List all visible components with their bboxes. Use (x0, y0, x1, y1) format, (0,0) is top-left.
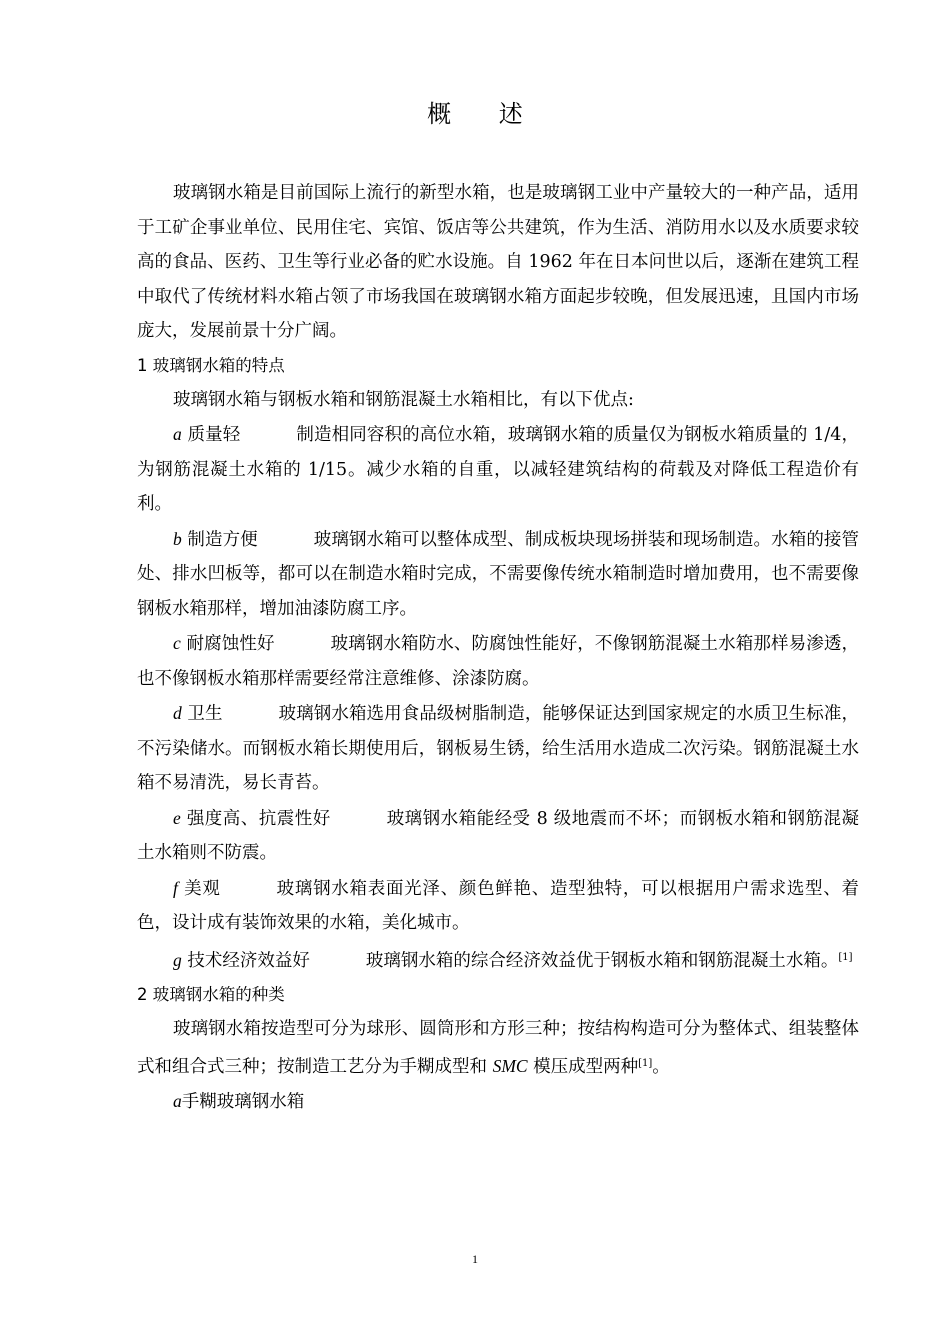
advantage-item (137, 417, 859, 522)
item-letter: f (173, 877, 178, 898)
intro-paragraph: 玻璃钢水箱是目前国际上流行的新型水箱，也是玻璃钢工业中产量较大的一种产品，适用于工矿企事业单位、民用住宅、宾馆、饭店等公共建筑，作为生活、消防用水以及水质要求较高的食品、医药、卫生等行业必备的贮水设施。自 1962 年在日本问世以后，逐渐在建筑工程中取代了传统材料水箱占领了市场我国在玻璃钢水箱方面起步较晚，但发展迅速，且国内市场庞大，发展前景十分广阔。 (137, 183, 859, 341)
citation-ref: [1] (838, 951, 853, 963)
page-number: 1 (472, 1252, 478, 1266)
subsection-letter: a (173, 1091, 182, 1111)
advantage-item (137, 941, 859, 979)
advantages-list (137, 417, 859, 978)
page-title: 概 述 (427, 100, 543, 128)
item-key: 卫生 (187, 704, 223, 724)
section-2-heading: 2 玻璃钢水箱的种类 (137, 985, 285, 1004)
item-letter: c (173, 633, 181, 653)
smc-term: SMC (492, 1055, 528, 1076)
item-text: 玻璃钢水箱的综合经济效益优于钢板水箱和钢筋混凝土水箱。 (365, 950, 839, 971)
item-text: 玻璃钢水箱选用食品级树脂制造，能够保证达到国家规定的水质卫生标准，不污染储水。而钢板水箱长期使用后，钢板易生锈，给生活用水造成二次污染。钢筋混凝土水箱不易清洗，易长青苔。 (137, 704, 859, 793)
item-letter: e (173, 807, 181, 828)
advantage-item (137, 522, 859, 627)
section-1-lead: 玻璃钢水箱与钢板水箱和钢筋混凝土水箱相比，有以下优点: (173, 389, 634, 410)
item-text: 玻璃钢水箱表面光泽、颜色鲜艳、造型独特，可以根据用户需求选型、着色，设计成有装饰效果的水箱，美化城市。 (137, 878, 860, 933)
advantage-item (137, 696, 859, 801)
item-text: 玻璃钢水箱可以整体成型、制成板块现场拼装和现场制造。水箱的接管处、排水凹板等，都可以在制造水箱时完成，不需要像传统水箱制造时增加费用，也不需要像钢板水箱那样，增加油漆防腐工序。 (137, 529, 859, 619)
item-text: 玻璃钢水箱能经受 8 级地震而不坏；而钢板水箱和钢筋混凝土水箱则不防震。 (137, 808, 859, 863)
item-letter: a (173, 424, 182, 444)
citation-ref: [1] (638, 1057, 653, 1069)
item-text: 玻璃钢水箱防水、防腐蚀性能好，不像钢筋混凝土水箱那样易渗透，也不像钢板水箱那样需要经常注意维修、涂漆防腐。 (137, 634, 859, 689)
section-2-paragraph (137, 1012, 859, 1084)
section-2-text-a: 玻璃钢水箱按造型可分为球形、圆筒形和方形三种；按结构构造可分为整体式、组装整体式和组合式三种；按制造工艺分为手糊成型和 (137, 1019, 859, 1077)
subsection-title: 手糊玻璃钢水箱 (181, 1092, 305, 1112)
item-key: 质量轻 (187, 425, 241, 445)
item-key: 强度高、抗震性好 (186, 808, 331, 829)
item-key: 制造方便 (187, 529, 258, 550)
item-key: 耐腐蚀性好 (186, 634, 275, 654)
advantage-item (137, 801, 859, 871)
item-text: 制造相同容积的高位水箱，玻璃钢水箱的质量仅为钢板水箱质量的 1/4，为钢筋混凝土水箱的 1/15。减少水箱的自重，以减轻建筑结构的荷载及对降低工程造价有利。 (137, 425, 859, 514)
document-body (137, 176, 859, 1120)
item-key: 技术经济效益好 (187, 950, 310, 971)
item-letter: b (173, 528, 182, 549)
item-letter: d (173, 703, 182, 723)
subsection-a (137, 1084, 859, 1120)
section-2-text-end: 。 (652, 1056, 670, 1077)
advantage-item (137, 871, 859, 941)
advantage-item (137, 626, 859, 696)
item-letter: g (173, 949, 182, 970)
section-2-text-b: 模压成型两种 (527, 1056, 639, 1077)
section-1-heading: 1 玻璃钢水箱的特点 (137, 355, 285, 375)
item-key: 美观 (184, 878, 221, 899)
